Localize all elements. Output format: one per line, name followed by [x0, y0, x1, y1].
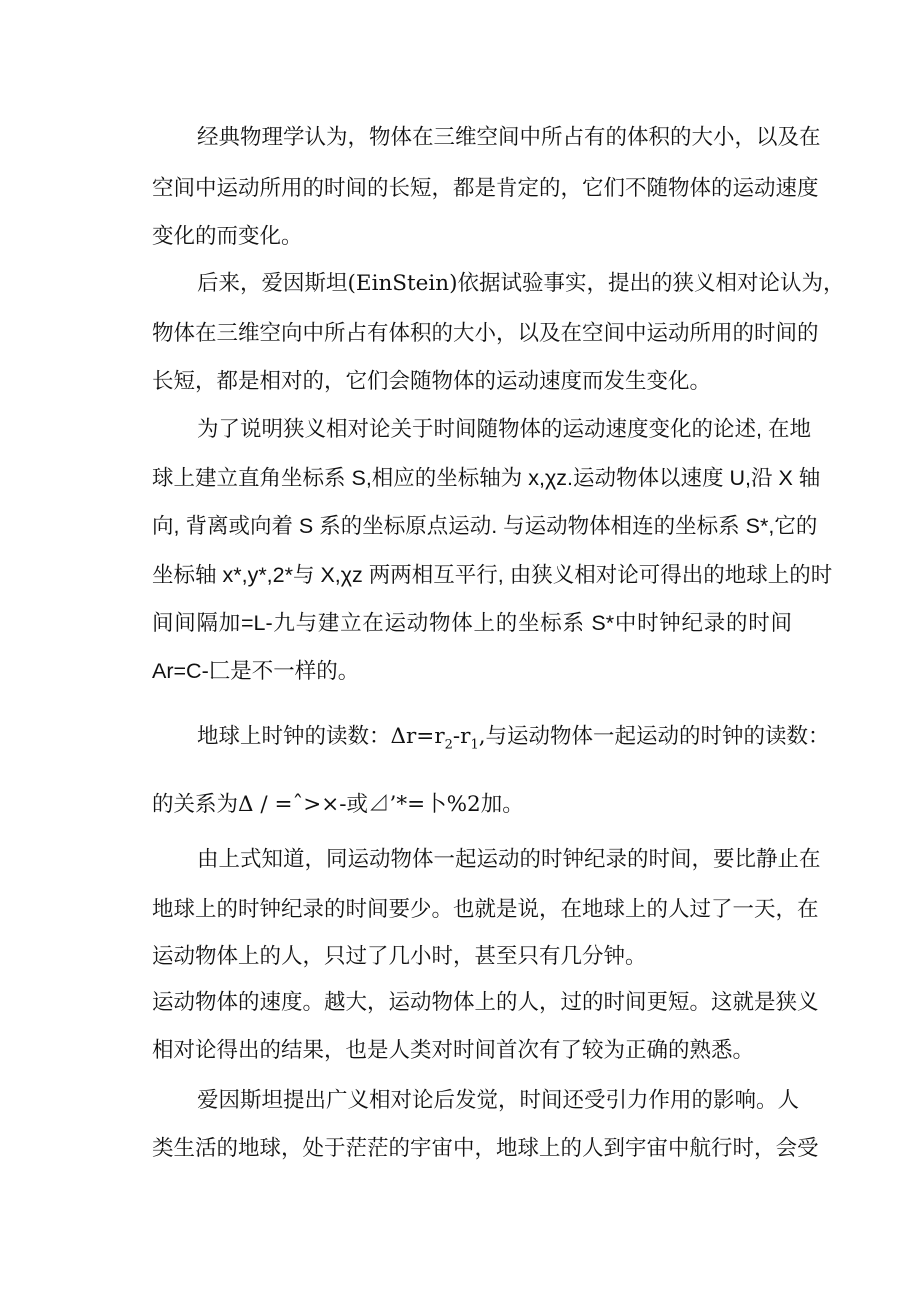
subscript-2: 2 — [444, 737, 453, 753]
paragraph-1-line-2: 空间中运动所用的时间的长短，都是肯定的，它们不随物体的运动速度 — [152, 176, 819, 201]
paragraph-3-line-6: Ar=C-匚是不一样的。 — [152, 659, 360, 683]
paragraph-8-line-1: 爱因斯坦提出广义相对论后发觉，时间还受引力作用的影响。人 — [197, 1088, 800, 1113]
paragraph-2-line-1: 后来，爱因斯坦(EinStein)依据试验事实，提出的狭义相对论认为， — [197, 271, 845, 296]
paragraph-1-line-1: 经典物理学认为，物体在三维空间中所占有的体积的大小，以及在 — [197, 125, 821, 150]
paragraph-7-line-2: 相对论得出的结果，也是人类对时间首次有了较为正确的熟悉。 — [152, 1038, 755, 1063]
paragraph-6-line-3: 运动物体上的人，只过了几小时，甚至只有几分钟。 — [152, 944, 647, 969]
paragraph-1-line-3: 变化的而变化。 — [152, 224, 303, 249]
equation-text-mid: -r — [452, 724, 471, 749]
equation-text-before: 地球上时钟的读数：Δr=r — [197, 724, 445, 749]
paragraph-8-line-2: 类生活的地球，处于茫茫的宇宙中，地球上的人到宇宙中航行时，会受 — [152, 1136, 819, 1161]
paragraph-3-line-4: 坐标轴 x*,y*,2*与 X,χz 两两相互平行, 由狭义相对论可得出的地球上的时 — [152, 563, 833, 587]
paragraph-2-line-3: 长短，都是相对的，它们会随物体的运动速度而发生变化。 — [152, 369, 712, 394]
paragraph-5-line-1: 的关系为Δ / =ˆ>×-或⊿’*=卜%2加。 — [152, 792, 524, 817]
paragraph-7-line-1: 运动物体的速度。越大，运动物体上的人，过的时间更短。这就是狭义 — [152, 990, 819, 1015]
paragraph-2-line-2: 物体在三维空向中所占有体积的大小，以及在空间中运动所用的时间的 — [152, 321, 819, 346]
paragraph-6-line-1: 由上式知道，同运动物体一起运动的时钟纪录的时间，要比静止在 — [197, 847, 821, 872]
paragraph-6-line-2: 地球上的时钟纪录的时间要少。也就是说，在地球上的人过了一天，在 — [152, 897, 819, 922]
equation-text-after: ,与运动物体一起运动的时钟的读数： — [478, 724, 830, 749]
paragraph-3-line-2: 球上建立直角坐标系 S,相应的坐标轴为 x,χz.运动物体以速度 U,沿 X 轴 — [152, 466, 821, 490]
paragraph-3-line-5: 间间隔加=L-九与建立在运动物体上的坐标系 S*中时钟纪录的时间 — [152, 611, 792, 635]
paragraph-3-line-1: 为了说明狭义相对论关于时间随物体的运动速度变化的论述, 在地 — [197, 417, 811, 441]
paragraph-4-line-1 — [197, 722, 830, 753]
subscript-1: 1 — [470, 737, 479, 753]
paragraph-3-line-3: 向, 背离或向着 S 系的坐标原点运动. 与运动物体相连的坐标系 S*,它的 — [152, 514, 818, 538]
